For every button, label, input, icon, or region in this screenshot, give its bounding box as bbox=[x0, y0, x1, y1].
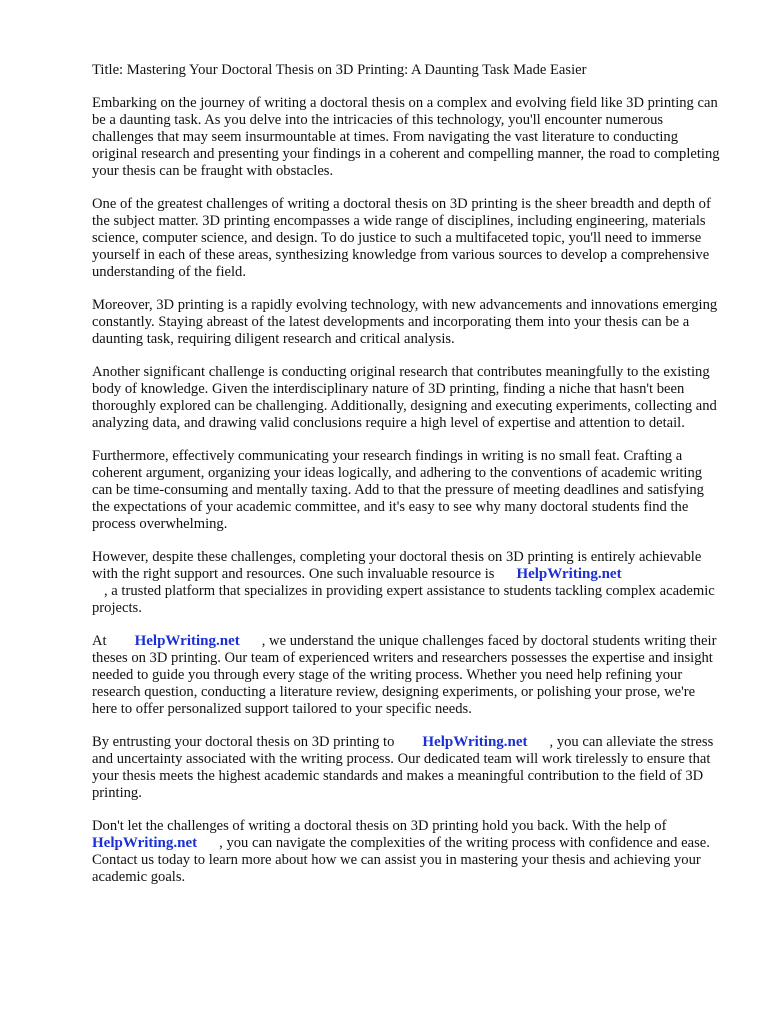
paragraph-resource bbox=[92, 549, 722, 617]
paragraph-entrusting-text-cont: , you can alleviate the stress and uncertainty associated with the writing process. Our dedicated team will work tirelessly to ensure that your thesis meets the highest academic standards and makes a meaningful contribution to the field of 3D printing. bbox=[92, 734, 714, 801]
helpwriting-link[interactable]: HelpWriting.net bbox=[92, 835, 198, 851]
document-title: Title: Mastering Your Doctoral Thesis on 3D Printing: A Daunting Task Made Easier bbox=[92, 62, 587, 78]
paragraph-at-helpwriting bbox=[92, 633, 722, 718]
paragraph-closing bbox=[92, 818, 722, 886]
paragraph-resource-text-cont: , a trusted platform that specializes in providing expert assistance to students tackling complex academic projects. bbox=[92, 583, 715, 616]
paragraph-entrusting-text: By entrusting your doctoral thesis on 3D printing to bbox=[92, 734, 395, 750]
helpwriting-link[interactable]: HelpWriting.net bbox=[134, 633, 240, 649]
helpwriting-link[interactable]: HelpWriting.net bbox=[422, 734, 528, 750]
paragraph-breadth: One of the greatest challenges of writing a doctoral thesis on 3D printing is the sheer breadth and depth of the subject matter. 3D printing encompasses a wide range of disciplines, including engineering, materials science, computer science, and design. To do justice to such a multifaceted topic, you'll need to immerse yourself in each of these areas, synthesizing knowledge from various sources to develop a comprehensive understanding of the field. bbox=[92, 196, 711, 280]
paragraph-evolving: Moreover, 3D printing is a rapidly evolving technology, with new advancements and innovations emerging constantly. Staying abreast of the latest developments and incorporating them into your thesis can be a daunting task, requiring diligent research and critical analysis. bbox=[92, 297, 718, 347]
paragraph-resource-text: However, despite these challenges, completing your doctoral thesis on 3D printing is entirely achievable with the right support and resources. One such invaluable resource is bbox=[92, 549, 702, 582]
paragraph-at-text-cont: , we understand the unique challenges faced by doctoral students writing their theses on 3D printing. Our team of experienced writers and researchers possesses the expertise and insight needed to guide you through every stage of the writing process. Whether you need help refining your research question, conducting a literature review, designing experiments, or polishing your prose, we're here to offer personalized support tailored to your specific needs. bbox=[92, 633, 717, 717]
paragraph-at-text: At bbox=[92, 633, 107, 649]
paragraph-entrusting bbox=[92, 734, 722, 802]
paragraph-communicating: Furthermore, effectively communicating your research findings in writing is no small feat. Crafting a coherent argument, organizing your ideas logically, and adhering to the conventions of academic writing can be time-consuming and mentally taxing. Add to that the pressure of meeting deadlines and satisfying the expectations of your academic committee, and it's easy to see why many doctoral students find the process overwhelming. bbox=[92, 448, 704, 532]
paragraph-research: Another significant challenge is conducting original research that contributes meaningfully to the existing body of knowledge. Given the interdisciplinary nature of 3D printing, finding a niche that hasn't been thoroughly explored can be challenging. Additionally, designing and executing experiments, collecting and analyzing data, and drawing valid conclusions require a high level of expertise and attention to detail. bbox=[92, 364, 717, 431]
paragraph-closing-text: Don't let the challenges of writing a doctoral thesis on 3D printing hold you back. With the help of bbox=[92, 818, 667, 834]
paragraph-intro: Embarking on the journey of writing a doctoral thesis on a complex and evolving field like 3D printing can be a daunting task. As you delve into the intricacies of this technology, you'll encounter numerous challenges that may seem insurmountable at times. From navigating the vast literature to conducting original research and presenting your findings in a coherent and compelling manner, the road to completing your thesis can be fraught with obstacles. bbox=[92, 95, 720, 179]
paragraph-closing-text-cont: , you can navigate the complexities of the writing process with confidence and ease. Contact us today to learn more about how we can assist you in mastering your thesis and achieving your academic goals. bbox=[92, 835, 710, 885]
helpwriting-link[interactable]: HelpWriting.net bbox=[516, 566, 622, 582]
